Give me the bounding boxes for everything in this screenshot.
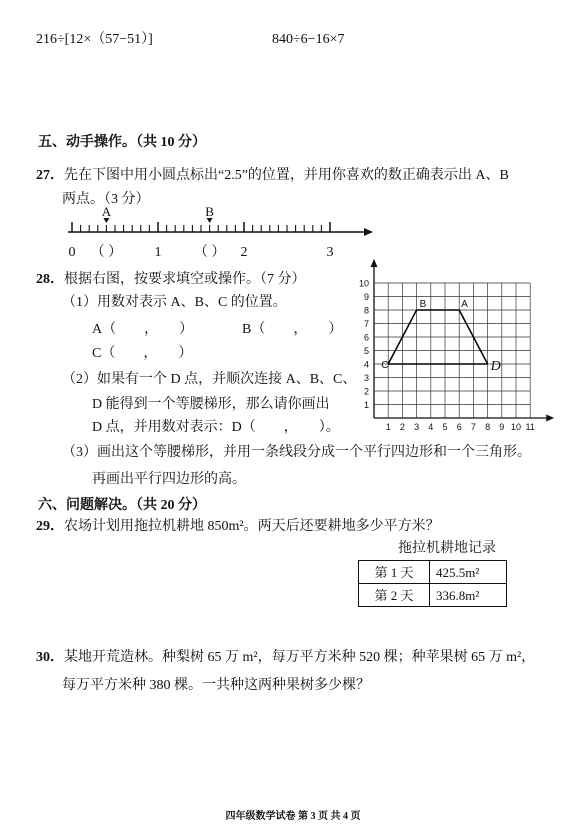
y-axis-arrow <box>371 259 378 267</box>
tick-label: 3 <box>326 245 334 260</box>
q28-part-2-line-3: D 点，并用数对表示：D（ ， ）。 <box>92 420 340 435</box>
y-tick-label: 1 <box>363 400 369 410</box>
number-line-arrow <box>364 228 373 236</box>
question-text: 某地开荒造林。种梨树 65 万 m²，每万平方米种 520 棵；种苹果树 65 万 m²， <box>64 650 536 665</box>
page-footer: 四年级数学试卷 第 3 页 共 4 页 <box>225 811 361 822</box>
number-line <box>60 204 380 264</box>
day-cell: 第 2 天 <box>359 584 430 607</box>
x-tick-label: 7 <box>470 422 476 432</box>
q28-part-2-line-2: D 能得到一个等腰梯形，那么请你画出 <box>92 397 330 412</box>
point-label-a: A <box>461 299 468 310</box>
point-label-d: D <box>490 359 501 374</box>
question-number: 29． <box>36 519 64 534</box>
table-title: 拖拉机耕地记录 <box>398 541 496 556</box>
q28-part-2-line-1: （2）如果有一个 D 点，并顺次连接 A、B、C、 <box>62 372 357 387</box>
y-tick-label: 8 <box>363 305 369 316</box>
section-six-title: 六、问题解决。（共 20 分） <box>38 498 206 513</box>
area-cell: 336.8m² <box>430 584 507 607</box>
q28-part-1: （1）用数对表示 A、B、C 的位置。 <box>62 295 287 310</box>
point-label: B <box>205 204 214 219</box>
question-29 <box>36 519 440 535</box>
point-label: A <box>101 204 112 219</box>
y-tick-label: 7 <box>363 319 369 329</box>
question-28-title <box>36 272 306 288</box>
calc-expression-2: 840÷6−16×7 <box>272 32 345 47</box>
x-tick-label: 9 <box>499 422 505 432</box>
q28-answer-c: C（ ， ） <box>92 346 193 361</box>
q28-part-3-line-2: 再画出平行四边形的高。 <box>92 472 246 487</box>
x-axis-arrow <box>546 415 554 422</box>
tick-label: 1 <box>154 245 162 260</box>
question-text: 农场计划用拖拉机耕地 850m²。两天后还要耕地多少平方米？ <box>64 519 440 534</box>
x-tick-label: 11 <box>525 422 535 432</box>
y-tick-label: 5 <box>363 346 369 356</box>
table-row <box>359 584 507 607</box>
answer-blank: （ ） <box>90 245 123 260</box>
question-text: 根据右图，按要求填空或操作。（7 分） <box>64 272 306 287</box>
x-tick-label: 1 <box>385 422 391 432</box>
calc-expression-1: 216÷[12×（57−51）] <box>36 32 153 47</box>
q28-answer-b: B（ ， ） <box>242 322 343 337</box>
day-cell: 第 1 天 <box>359 561 430 584</box>
point-label-b: B <box>419 299 427 310</box>
coordinate-grid <box>345 258 560 438</box>
x-tick-label: 10 <box>510 422 522 432</box>
y-tick-label: 10 <box>358 278 369 289</box>
y-tick-label: 3 <box>363 373 369 383</box>
answer-blank: （ ） <box>193 245 226 260</box>
y-tick-label: 9 <box>363 292 369 302</box>
question-text: 先在下图中用小圆点标出“2.5”的位置，并用你喜欢的数正确表示出 A、B <box>64 168 509 183</box>
y-tick-label: 2 <box>363 386 369 397</box>
q28-part-3-line-1: （3）画出这个等腰梯形，并用一条线段分成一个平行四边形和一个三角形。 <box>62 445 531 460</box>
q28-answer-a: A（ ， ） <box>92 322 194 337</box>
x-tick-label: 5 <box>442 422 448 432</box>
question-27-line-2: 两点。（3 分） <box>62 192 150 207</box>
question-number: 28． <box>36 272 64 287</box>
x-tick-label: 3 <box>414 422 420 432</box>
tick-label: 2 <box>240 245 248 260</box>
question-27-line-1 <box>36 168 509 184</box>
y-tick-label: 6 <box>363 332 369 343</box>
tractor-record-table <box>358 560 507 607</box>
x-tick-label: 4 <box>428 422 434 432</box>
question-number: 30． <box>36 650 64 665</box>
question-number: 27． <box>36 168 64 183</box>
x-tick-label: 6 <box>456 422 462 432</box>
question-30-line-1 <box>36 650 535 666</box>
area-cell: 425.5m² <box>430 561 507 584</box>
question-30-line-2: 每万平方米种 380 棵。一共种这两种果树多少棵？ <box>62 678 370 693</box>
tick-label: 0 <box>68 245 76 260</box>
table-row <box>359 561 507 584</box>
x-tick-label: 2 <box>399 422 405 432</box>
y-tick-label: 4 <box>363 359 369 370</box>
section-five-title: 五、动手操作。（共 10 分） <box>38 135 206 150</box>
point-label-c: C <box>381 360 389 371</box>
x-tick-label: 8 <box>485 422 491 432</box>
